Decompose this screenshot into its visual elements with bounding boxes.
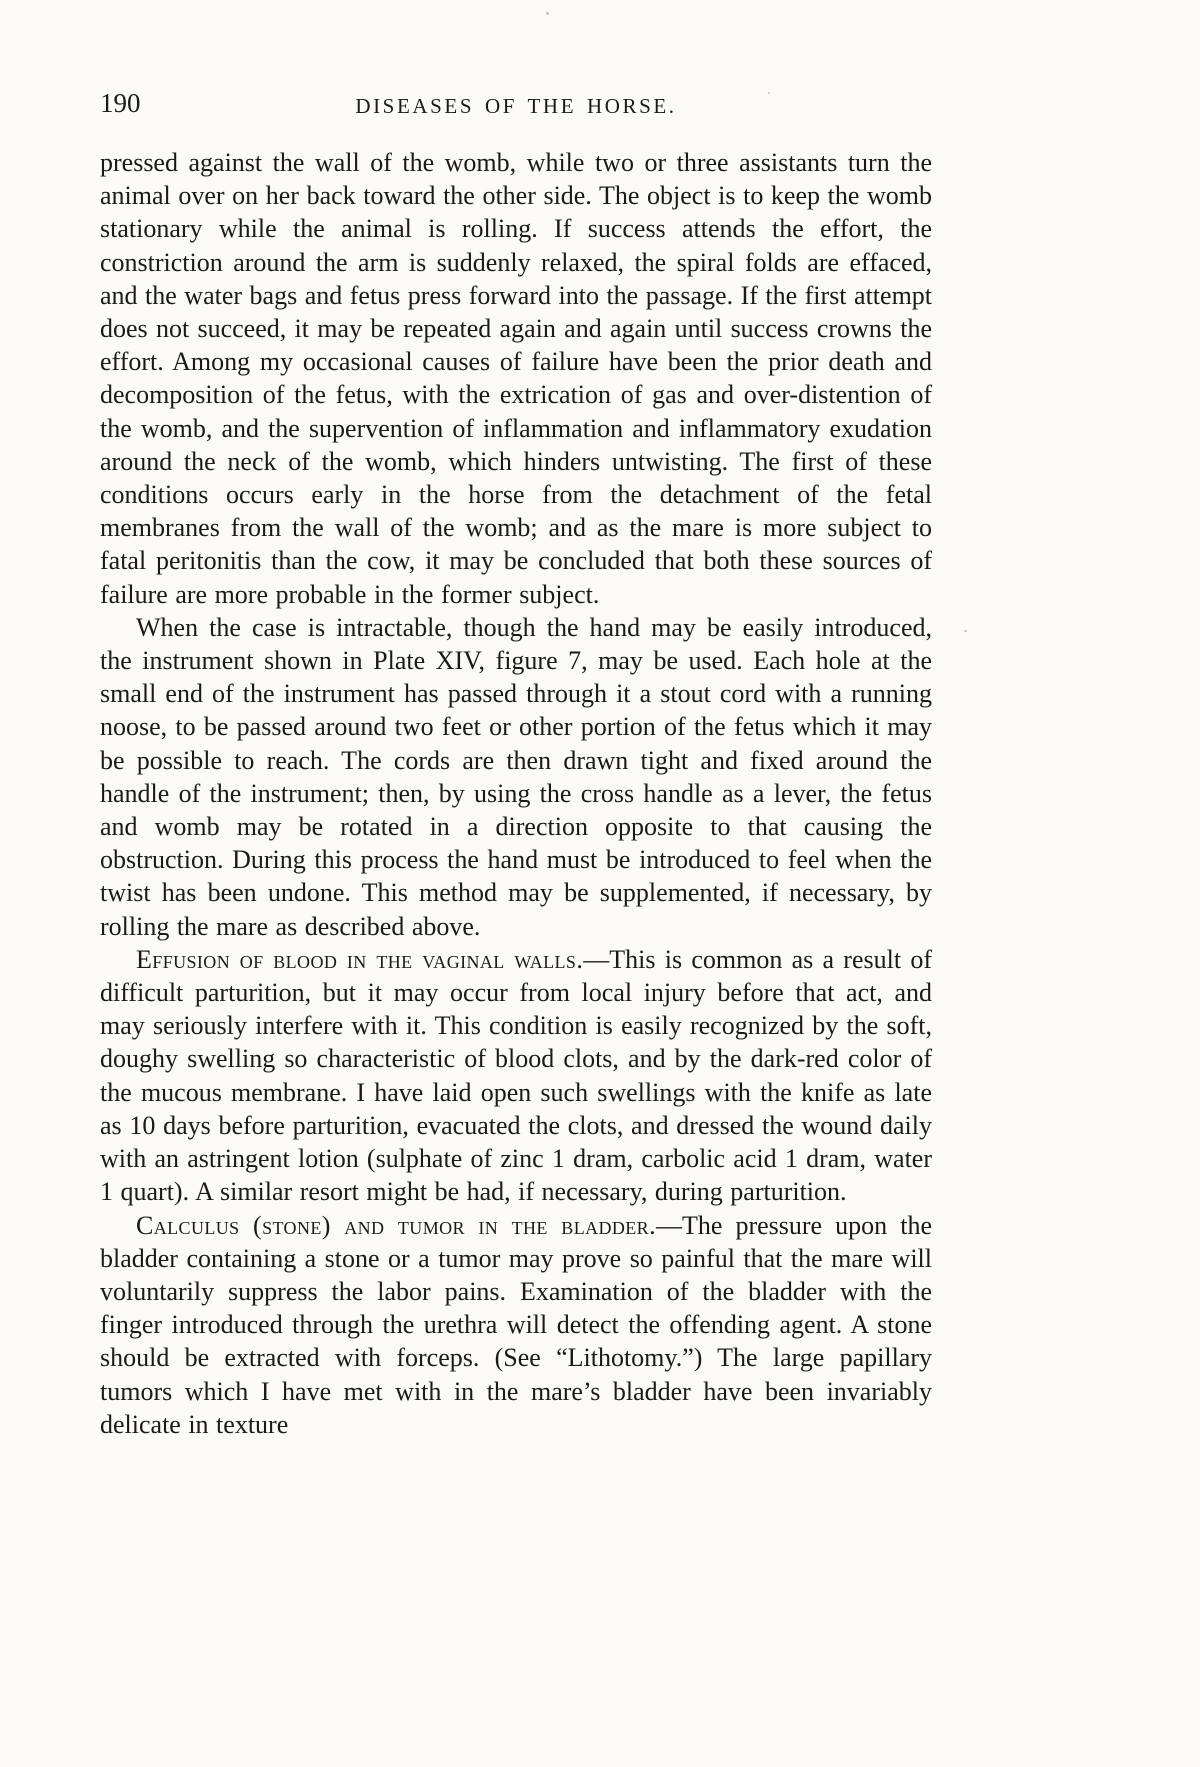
paragraph-text: pressed against the wall of the womb, while two or three assistants turn the animal over on her back toward the other side. The object is to keep the womb stationary while the animal is rolling. If success attends the effort, the constriction around the arm is suddenly relaxed, the spiral folds are effaced, and the water bags and fetus press forward into the passage. If the first attempt does not succeed, it may be repeated again and again until success crowns the effort. Among my occasional causes of failure have been the prior death and decomposition of the fetus, with the extrication of gas and over-distention of the womb, and the supervention of inflammation and inflammatory exudation around the neck of the womb, which hinders untwisting. The first of these conditions occurs early in the horse from the detachment of the fetal membranes from the wall of the womb; and as the mare is more subject to fatal peritonitis than the cow, it may be concluded that both these sources of failure are more probable in the former subject. xyxy=(100,148,933,609)
scan-speck xyxy=(964,630,967,632)
scan-speck xyxy=(546,12,549,15)
section-heading: Calculus (stone) and tumor in the bladder. xyxy=(136,1210,656,1240)
page-content xyxy=(100,88,932,1441)
paragraph xyxy=(100,146,932,611)
section-heading: Effusion of blood in the vaginal walls. xyxy=(136,944,584,974)
paragraph xyxy=(100,1209,932,1441)
paragraph-text: When the case is intractable, though the hand may be easily introduced, the instrument shown in Plate XIV, figure 7, may be used. Each hole at the small end of the instrument has passed through it a stout cord with a running noose, to be passed around two feet or other portion of the fetus which it may be possible to reach. The cords are then drawn tight and fixed around the handle of the instrument; then, by using the cross handle as a lever, the fetus and womb may be rotated in a direction opposite to that causing the obstruction. During this process the hand must be introduced to feel when the twist has been undone. This method may be supplemented, if necessary, by rolling the mare as described above. xyxy=(100,612,932,941)
running-header: DISEASES OF THE HORSE. xyxy=(355,94,677,118)
page-number: 190 xyxy=(100,88,141,118)
paragraph-text: —This is common as a result of difficult parturition, but it may occur from local injury before that act, and may seriously interfere with it. This condition is easily recognized by the soft, doughy swelling so characteristic of blood clots, and by the dark-red color of the mucous membrane. I have laid open such swellings with the knife as late as 10 days before parturition, evacuated the clots, and dressed the wound daily with an astringent lotion (sulphate of zinc 1 dram, carbolic acid 1 dram, water 1 quart). A similar resort might be had, if necessary, during parturition. xyxy=(100,944,932,1207)
paragraph xyxy=(100,611,932,943)
paragraph xyxy=(100,943,932,1209)
paragraph-text: —The pressure upon the bladder containing a stone or a tumor may prove so painful that the mare will voluntarily suppress the labor pains. Examination of the bladder with the finger introduced through the urethra will detect the offending agent. A stone should be extracted with forceps. (See “Lithotomy.”) The large papillary tumors which I have met with in the mare’s bladder have been invariably delicate in texture xyxy=(100,1210,932,1439)
page-header xyxy=(100,88,932,124)
